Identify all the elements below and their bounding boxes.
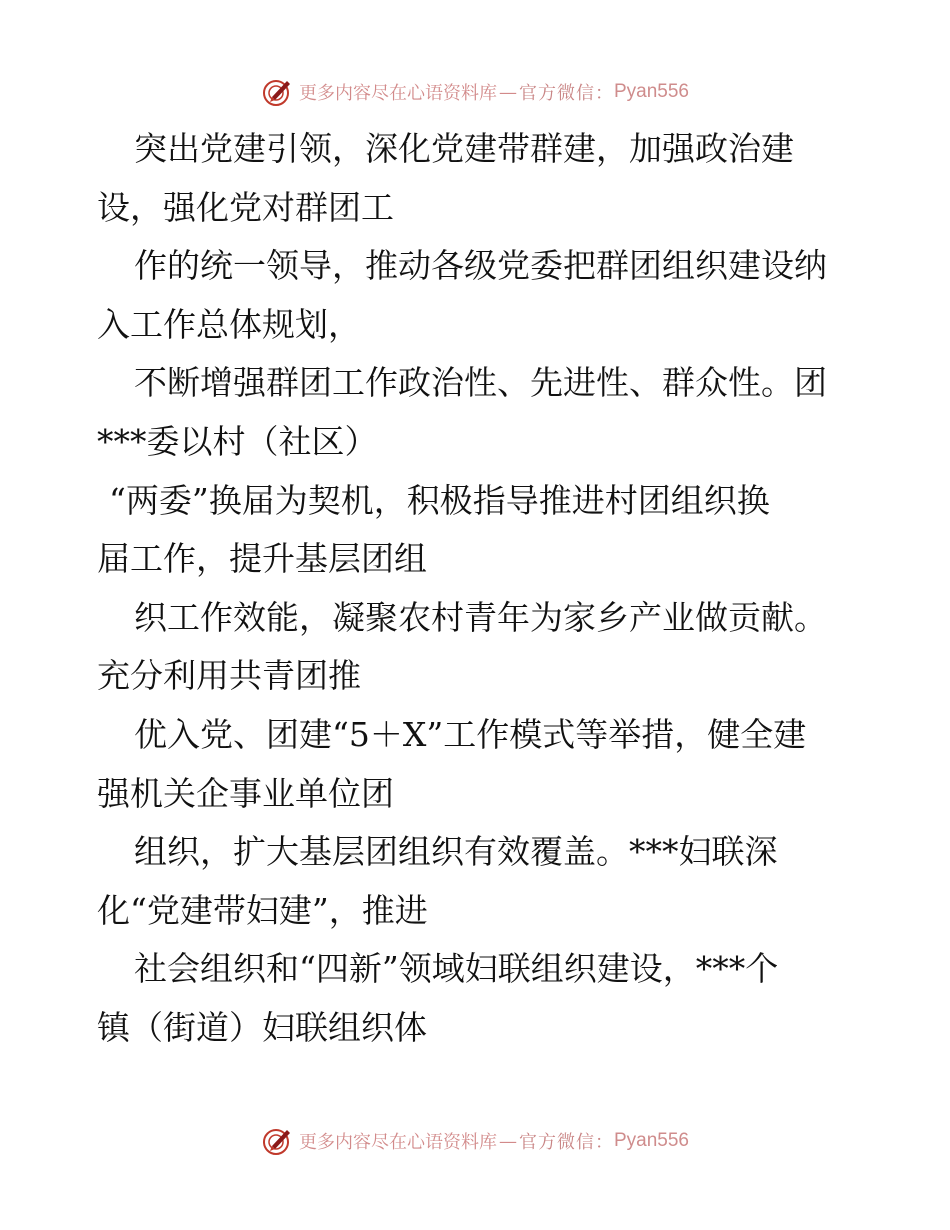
watermark-text: 更多内容尽在心语资料库 bbox=[298, 1132, 497, 1153]
watermark-header bbox=[0, 72, 950, 112]
text-line: 织工作效能，凝聚农村青年为家乡产业做贡献。 bbox=[134, 597, 827, 637]
text-line: 作的统一领导，推动各级党委把群团组织建设纳 bbox=[134, 246, 827, 286]
pen-logo-icon bbox=[261, 76, 293, 108]
text-line: 突出党建引领，深化党建带群建，加强政治建 bbox=[134, 129, 794, 168]
text-line: 强机关企事业单位团 bbox=[97, 773, 394, 813]
text-line: 镇（街道）妇联组织体 bbox=[97, 1007, 427, 1047]
watermark-text: 更多内容尽在心语资料库 bbox=[298, 83, 497, 104]
text-line: 充分利用共青团推 bbox=[97, 656, 361, 696]
text-line: 化“党建带妇建”，推进 bbox=[97, 890, 428, 930]
text-line: 不断增强群团工作政治性、先进性、群众性。团 bbox=[134, 363, 827, 403]
watermark-footer bbox=[0, 1121, 950, 1161]
text-line: 组织，扩大基层团组织有效覆盖。***妇联深 bbox=[134, 832, 778, 872]
watermark-separator: — bbox=[498, 81, 517, 103]
text-line: 社会组织和“四新”领域妇联组织建设，***个 bbox=[134, 949, 779, 989]
document-body bbox=[97, 120, 857, 1058]
text-line: 设，强化党对群团工 bbox=[97, 187, 394, 227]
watermark-wechat-id: Pyan556 bbox=[613, 81, 689, 102]
text-line: “两委”换届为契机，积极指导推进村团组织换 bbox=[109, 480, 770, 520]
watermark-separator: — bbox=[498, 1130, 517, 1152]
pen-logo-icon bbox=[261, 1125, 293, 1157]
text-line: 优入党、团建“5＋X”工作模式等举措，健全建 bbox=[134, 714, 807, 754]
text-line: 入工作总体规划， bbox=[97, 304, 361, 344]
text-line: ***委以村（社区） bbox=[97, 421, 378, 461]
text-line: 届工作，提升基层团组 bbox=[97, 539, 427, 579]
watermark-wechat-label: 官方微信： bbox=[518, 83, 614, 104]
watermark-wechat-id: Pyan556 bbox=[613, 1130, 689, 1151]
watermark-wechat-label: 官方微信： bbox=[518, 1132, 614, 1153]
